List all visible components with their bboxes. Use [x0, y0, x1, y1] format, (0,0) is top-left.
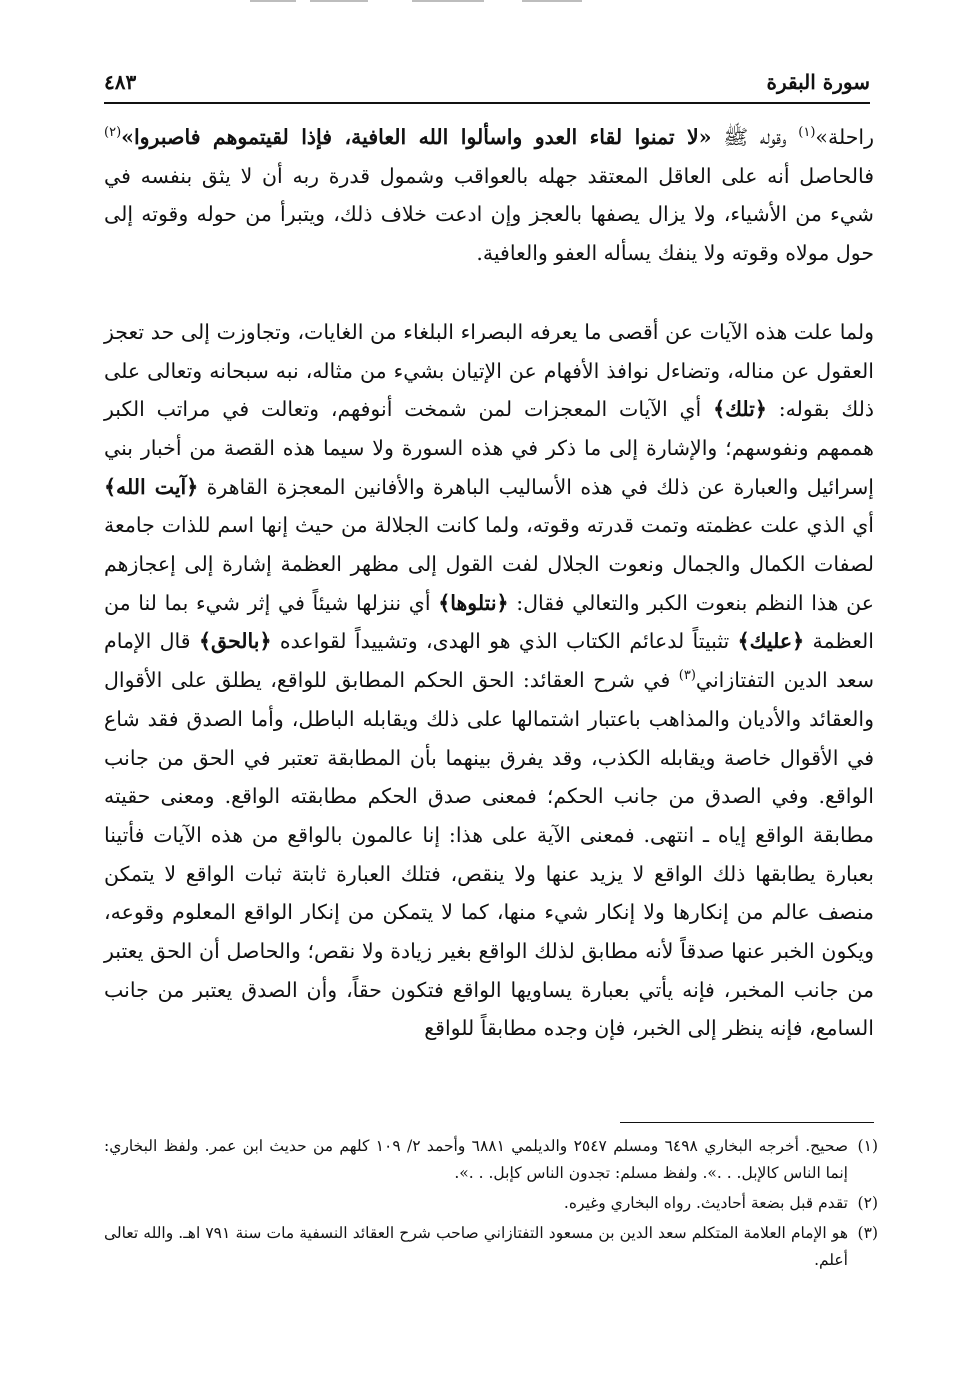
- footnote-ref-3: (٣): [678, 668, 696, 684]
- hadith-quote: «لا تمنوا لقاء العدو واسألوا الله العافية، فإذا لقيتموهم فاصبروا»: [121, 125, 712, 149]
- page-number: ٤٨٣: [104, 70, 137, 94]
- scan-artifact-line: [250, 0, 296, 2]
- footnote-separator: [620, 1122, 874, 1123]
- text-run: أي الذي علت عظمته وتمت قدرته وقوته، ولما كانت الجلالة من حيث إنها اسم للذات جامعة لصفات الكمال والجمال ونعوت الجلال لفت القول إلى مظهر العظمة إشارة إلى إعجازهم عن هذا النظم بنعوت الكبر والتعالي فقال:: [104, 513, 874, 615]
- paragraph-2: [104, 313, 874, 1048]
- paragraph-1: [104, 118, 874, 273]
- quran-quote: ﴿نتلوها﴾: [438, 590, 509, 615]
- footnote-item: [104, 1190, 878, 1217]
- footnote-number: (٣): [857, 1224, 878, 1242]
- quran-quote: ﴿عليك﴾: [737, 629, 805, 654]
- text-run: قال الإمام سعد الدين التفتازاني: [104, 629, 874, 693]
- footnote-text: تقدم قبل بضعة أحاديث. رواه البخاري وغيره.: [563, 1194, 848, 1212]
- surah-title: سورة البقرة: [766, 70, 870, 94]
- text-run: فالحاصل أنه على العاقل المعتقد جهله بالعواقب وشمول قدرة ربه أن لا يثق بنفسه في شيء من الأشياء، ولا يزال يصفها بالعجز وإن ادعت خلاف ذلك، ويتبرأ من حوله وقوته إلى حول مولاه وقوته ولا ينفك يسأله العفو والعافية.: [104, 163, 874, 266]
- scan-artifact-line: [522, 0, 582, 2]
- text-run: راحلة»: [815, 125, 874, 149]
- footnote-ref-2: (٢): [104, 125, 122, 141]
- footnote-number: (١): [857, 1137, 878, 1155]
- text-run: أي ننزلها شيئاً في إثر شيء بما لنا من العظمة: [104, 590, 874, 654]
- text-run: ولما علت هذه الآيات عن أقصى ما يعرفه البصراء البلغاء من الغايات، وتجاوزت إلى حد تعجز العقول عن مناله، وتضاءل نوافذ الأفهام عن الإتيان بشيء من مثاله، نبه سبحانه وتعالى على ذلك بقوله:: [104, 319, 874, 422]
- quran-quote: ﴿بالحق﴾: [198, 629, 272, 654]
- text-run: وقوله ﷺ: [711, 125, 799, 149]
- text-run: في شرح العقائد: الحق الحكم المطابق للواقع، يطلق على الأقوال والعقائد والأديان والمذاهب باعتبار اشتمالها على ذلك ويقابله الباطل، وأما الصدق فقد شاع في الأقوال خاصة ويقابله الكذب، وقد يفرق بينهما بأن المطابقة تعتبر في الحق من جانب الواقع. وفي الصدق من جانب الحكم؛ فمعنى صدق الحكم مطابقته الواقع. ومعنى حقيته مطابقة الواقع إياه ـ انتهى. فمعنى الآية على هذا: إنا عالمون بالواقع من هذه الآيات فأتينا بعبارة يطابقها ذلك الواقع لا يزيد عنها ولا ينقص، فتلك العبارة ثابتة ثبات الواقع لا يتمكن منصف عالم من إنكارها ولا إنكار شيء منها، كما لا يتمكن من إنكار الواقع المعلوم وقوعه، ويكون الخبر عنها صدقاً لأنه مطابق لذلك الواقع بغير زيادة ولا نقص؛ والحاصل أن الحق يعتبر من جانب المخبر، فإنه يأتي بعبارة يساويها الواقع فتكون حقاً، وأن الصدق يعتبر من جانب السامع، فإنه ينظر إلى الخبر، فإن وجده مطابقاً للواقع: [104, 668, 874, 1041]
- quran-quote: ﴿آيت الله﴾: [104, 474, 199, 499]
- main-text: [104, 118, 874, 1048]
- footnote-ref-1: (١): [798, 125, 816, 141]
- scan-artifact-line: [412, 0, 484, 2]
- footnote-item: [104, 1220, 878, 1274]
- header-rule: [104, 102, 870, 104]
- footnote-text: هو الإمام العلامة المتكلم سعد الدين بن مسعود التفتازاني صاحب شرح العقائد النسفية مات سنة ٧٩١ اهـ. والله تعالى أعلم.: [104, 1224, 848, 1269]
- text-run: تثبيتاً لدعائم الكتاب الذي هو الهدى، وتشييداً لقواعده: [271, 629, 738, 654]
- text-run: أي الآيات المعجزات لمن شمخت أنوفهم، وتعالت في مراتب الكبر هممهم ونفوسهم؛ والإشارة إلى ما ذكر في هذه السورة ولا سيما هذه القصة من أخبار بني إسرائيل والعبارة عن ذلك في هذه الأساليب الباهرة والأفانين المعجزة القاهرة: [104, 397, 874, 499]
- footnote-number: (٢): [857, 1194, 878, 1212]
- scan-artifact-line: [310, 0, 368, 2]
- footnote-text: صحيح. أخرجه البخاري ٦٤٩٨ ومسلم ٢٥٤٧ والديلمي ٦٨٨١ وأحمد ٢/ ١٠٩ كلهم من حديث ابن عمر. ولفظ البخاري: إنما الناس كالإبل. . .». ولفظ مسلم: تجدون الناس كإبل. . .».: [104, 1137, 848, 1182]
- page-header: [104, 66, 870, 104]
- quran-quote: ﴿تلك﴾: [713, 397, 767, 422]
- footnotes: [104, 1133, 878, 1277]
- footnote-item: [104, 1133, 878, 1187]
